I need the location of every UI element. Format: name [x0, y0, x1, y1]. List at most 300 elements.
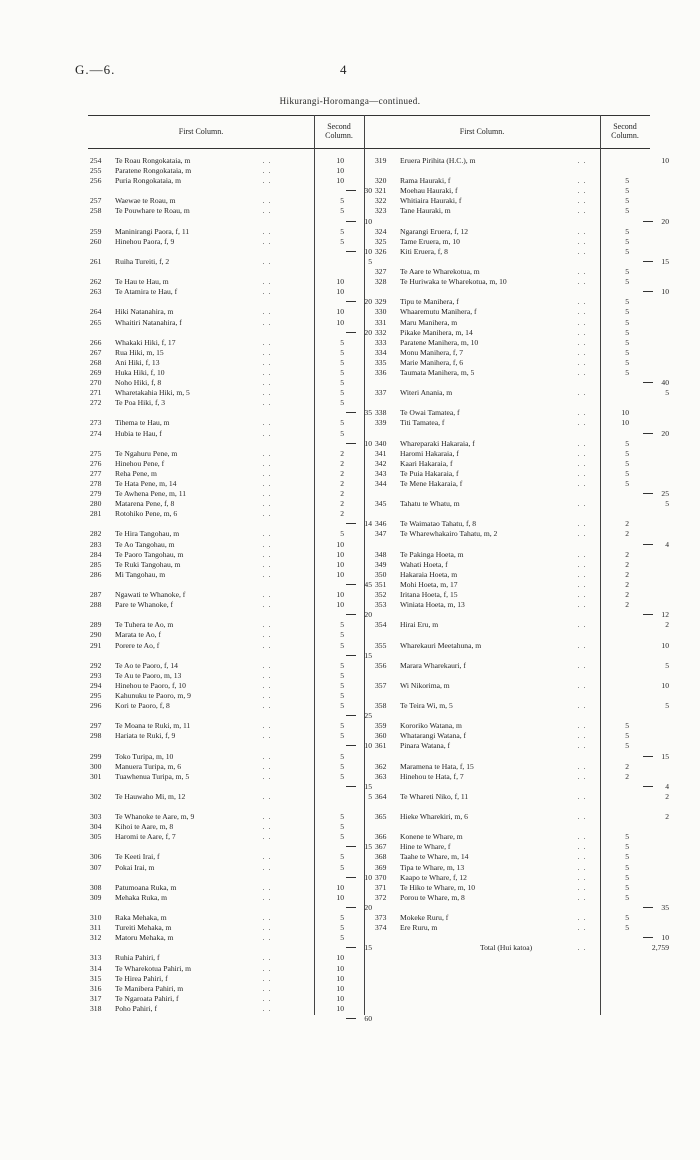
- entry-value: 10: [336, 176, 344, 186]
- entry-value: 5: [625, 872, 629, 882]
- entry-name: Te Ruki Tangohau, m: [115, 559, 181, 569]
- subtotal-value: 25: [661, 489, 669, 499]
- entry-number: 362: [375, 761, 387, 771]
- entry-value: 5: [340, 428, 344, 438]
- subtotal-value: 45: [364, 579, 372, 589]
- entry-name: Ani Hiki, f, 13: [115, 357, 160, 367]
- entry-value: 5: [625, 307, 629, 317]
- leader-dots: . .: [262, 499, 272, 509]
- leader-dots: . .: [262, 993, 272, 1003]
- entry-name: Matarena Pene, f, 8: [115, 499, 175, 509]
- entry-name: Whakaki Hiki, f, 17: [115, 337, 176, 347]
- entry-name: Haromi te Aare, f, 7: [115, 832, 176, 842]
- entry-number: 328: [375, 277, 387, 287]
- entry-number: 347: [375, 529, 387, 539]
- entry-value: 5: [340, 398, 344, 408]
- leader-dots: . .: [577, 660, 587, 670]
- entry-value: 5: [340, 832, 344, 842]
- entry-value: 2: [340, 448, 344, 458]
- entry-name: Te Hira Tangohau, m: [115, 529, 180, 539]
- entry-number: 291: [90, 640, 102, 650]
- subtotal-value: 10: [364, 438, 372, 448]
- leader-dots: . .: [577, 186, 587, 196]
- leader-dots: . .: [262, 731, 272, 741]
- entry-number: 322: [375, 196, 387, 206]
- entry-value: 5: [340, 357, 344, 367]
- entry-number: 344: [375, 479, 387, 488]
- leader-dots: . .: [262, 882, 272, 892]
- entry-number: 292: [90, 660, 102, 670]
- entry-name: Te Hau te Hau, m: [115, 277, 169, 287]
- entry-value: 5: [340, 690, 344, 700]
- entry-number: 300: [90, 761, 102, 771]
- subtotal-value: 12: [661, 610, 669, 620]
- leader-dots: . .: [262, 670, 272, 680]
- leader-dots: . .: [262, 398, 272, 408]
- entry-name: Te Ngahuru Pene, m: [115, 448, 178, 458]
- entry-number: 310: [90, 913, 102, 923]
- entry-value: 5: [625, 337, 629, 347]
- entry-name: Poho Pahiri, f: [115, 1003, 157, 1013]
- subtotal-value: 40: [661, 378, 669, 388]
- entry-name: Taumata Manihera, m, 5: [400, 367, 475, 377]
- entry-number: 320: [375, 176, 387, 186]
- entry-value: 10: [621, 408, 629, 418]
- entry-number: 364: [375, 791, 387, 801]
- leader-dots: . .: [262, 690, 272, 700]
- leader-dots: . .: [577, 569, 587, 579]
- leader-dots: . .: [577, 721, 587, 731]
- entry-name: Te Wharekotua Pahiri, m: [115, 963, 192, 973]
- leader-dots: . .: [262, 509, 272, 519]
- leader-dots: . .: [577, 882, 587, 892]
- leader-dots: . .: [577, 196, 587, 206]
- entry-name: Whatarangi Watana, f: [400, 731, 467, 741]
- entry-value: 5: [625, 438, 629, 448]
- entry-number: 341: [375, 448, 387, 458]
- entry-name: Te Wharewhakairo Tahatu, m, 2: [400, 529, 498, 539]
- entry-value: 2: [625, 579, 629, 589]
- leader-dots: . .: [262, 701, 272, 711]
- entry-number: 272: [90, 398, 102, 408]
- entry-number: 270: [90, 378, 102, 388]
- entry-number: 309: [90, 892, 102, 902]
- leader-dots: . .: [577, 499, 587, 509]
- entry-value: 5: [625, 448, 629, 458]
- subtotal-value: 4: [665, 539, 669, 549]
- entry-name: Raka Mehaka, m: [115, 913, 167, 923]
- entry-value: 5: [340, 721, 344, 731]
- entry-number: 360: [375, 731, 387, 741]
- leader-dots: . .: [577, 297, 587, 307]
- subtotal-value: 10: [364, 872, 372, 882]
- entry-name: Te Mene Hakaraia, f: [400, 479, 463, 488]
- leader-dots: . .: [262, 640, 272, 650]
- leader-dots: . .: [262, 822, 272, 832]
- entry-number: 287: [90, 590, 102, 600]
- leader-dots: . .: [262, 458, 272, 468]
- table-header-rule: [88, 148, 650, 149]
- entry-number: 313: [90, 953, 102, 963]
- entry-value: 5: [340, 933, 344, 943]
- subtotal-value: 60: [364, 1013, 372, 1023]
- entry-name: Kiti Eruera, f, 8: [400, 246, 448, 256]
- entry-value: 5: [625, 246, 629, 256]
- entry-value: 5: [340, 862, 344, 872]
- leader-dots: . .: [262, 287, 272, 297]
- leader-dots: . .: [262, 751, 272, 761]
- entry-value: 10: [336, 156, 344, 165]
- leader-dots: . .: [577, 519, 587, 529]
- entry-name: Paratene Manihera, m, 10: [400, 337, 479, 347]
- entry-name: Te Puia Hakaraia, f: [400, 468, 459, 478]
- entry-value: 5: [340, 529, 344, 539]
- entry-value: 2: [340, 509, 344, 519]
- leader-dots: . .: [262, 771, 272, 781]
- entry-value: 2: [625, 771, 629, 781]
- leader-dots: . .: [262, 388, 272, 398]
- second-column-header-line: Column.: [325, 131, 353, 140]
- entry-number: 319: [375, 156, 387, 165]
- entry-number: 308: [90, 882, 102, 892]
- entry-value: 10: [661, 640, 669, 650]
- entry-value: 10: [336, 993, 344, 1003]
- entry-value: 2: [340, 458, 344, 468]
- subtotal-value: 10: [364, 216, 372, 226]
- entry-name: Whitiaira Hauraki, f: [400, 196, 462, 206]
- column-divider: [314, 115, 315, 1015]
- subtotal-value: 10: [661, 933, 669, 943]
- entry-number: 280: [90, 499, 102, 509]
- entry-name: Hinehou Paora, f, 9: [115, 236, 175, 246]
- entry-name: Te Paoro Tangohau, m: [115, 549, 184, 559]
- entry-value: 5: [625, 367, 629, 377]
- leader-dots: . .: [577, 620, 587, 630]
- subtotal-value: 20: [364, 327, 372, 337]
- second-column-header-line: Second: [613, 122, 637, 131]
- entry-number: 293: [90, 670, 102, 680]
- entry-name: Iritana Hoeta, f, 15: [400, 590, 458, 600]
- subtotal-value: 20: [364, 902, 372, 912]
- entry-name: Ruhia Pahiri, f: [115, 953, 160, 963]
- entry-name: Te Waimatao Tahatu, f, 8: [400, 519, 477, 529]
- entry-value: 5: [340, 680, 344, 690]
- entry-number: 281: [90, 509, 102, 519]
- leader-dots: . .: [262, 892, 272, 902]
- total-value: 2,759: [651, 943, 669, 953]
- entry-name: Hirai Eru, m: [400, 620, 439, 630]
- leader-dots: . .: [262, 156, 272, 165]
- leader-dots: . .: [262, 569, 272, 579]
- leader-dots: . .: [577, 943, 587, 953]
- entry-value: 10: [336, 307, 344, 317]
- entry-name: Kori te Paoro, f, 8: [115, 701, 170, 711]
- leader-dots: . .: [577, 408, 587, 418]
- leader-dots: . .: [577, 156, 587, 165]
- entry-number: 273: [90, 418, 102, 428]
- leader-dots: . .: [577, 892, 587, 902]
- entry-name: Pinara Watana, f: [400, 741, 451, 751]
- entry-number: 327: [375, 267, 387, 277]
- entry-number: 345: [375, 499, 387, 509]
- entry-name: Te Moana te Ruki, m, 11: [115, 721, 191, 731]
- entry-name: Tureiti Mehaka, m: [115, 923, 172, 933]
- entry-name: Tipu te Manihera, f: [400, 297, 459, 307]
- entry-name: Te Huriwaka te Wharekotua, m, 10: [400, 277, 507, 287]
- entry-name: Noho Hiki, f, 8: [115, 378, 162, 388]
- entry-value: 5: [625, 923, 629, 933]
- entry-number: 257: [90, 196, 102, 206]
- entry-value: 10: [336, 892, 344, 902]
- entry-name: Marie Manihera, f, 6: [400, 357, 464, 367]
- entry-name: Whaaremutu Manihera, f: [400, 307, 477, 317]
- entry-name: Kihoi te Aare, m, 8: [115, 822, 174, 832]
- entry-name: Porere te Ao, f: [115, 640, 160, 650]
- entry-number: 340: [375, 438, 387, 448]
- entry-name: Ruiha Tureiti, f, 2: [115, 256, 170, 266]
- leader-dots: . .: [262, 590, 272, 600]
- entry-value: 5: [340, 196, 344, 206]
- subtotal-value: 14: [364, 519, 372, 529]
- second-column-header: [314, 122, 364, 140]
- entry-value: 10: [336, 559, 344, 569]
- entry-number: 352: [375, 590, 387, 600]
- entry-number: 370: [375, 872, 387, 882]
- leader-dots: . .: [262, 428, 272, 438]
- entry-value: 5: [340, 913, 344, 923]
- entry-value: 2: [340, 479, 344, 488]
- entry-value: 10: [336, 569, 344, 579]
- entry-number: 267: [90, 347, 102, 357]
- entry-name: Waewae te Roau, m: [115, 196, 176, 206]
- leader-dots: . .: [262, 367, 272, 377]
- leader-dots: . .: [262, 529, 272, 539]
- leader-dots: . .: [577, 277, 587, 287]
- entry-name: Maramena te Hata, f, 15: [400, 761, 474, 771]
- entry-number: 297: [90, 721, 102, 731]
- entry-name: Huka Hiki, f, 10: [115, 367, 165, 377]
- entry-number: 335: [375, 357, 387, 367]
- entry-number: 348: [375, 549, 387, 559]
- entry-value: 5: [665, 388, 669, 398]
- leader-dots: . .: [577, 640, 587, 650]
- leader-dots: . .: [577, 913, 587, 923]
- entry-value: 5: [340, 226, 344, 236]
- subtotal-value: 20: [661, 216, 669, 226]
- leader-dots: . .: [262, 559, 272, 569]
- leader-dots: . .: [262, 549, 272, 559]
- entry-value: 5: [625, 186, 629, 196]
- leader-dots: . .: [577, 388, 587, 398]
- leader-dots: . .: [262, 761, 272, 771]
- entry-number: 283: [90, 539, 102, 549]
- entry-name: Te Manibera Pahiri, m: [115, 983, 184, 993]
- second-column-header-line: Column.: [611, 131, 639, 140]
- entry-name: Haromi Hakaraia, f: [400, 448, 459, 458]
- entry-name: Matoru Mehaka, m: [115, 933, 174, 943]
- entry-number: 268: [90, 357, 102, 367]
- entry-number: 261: [90, 256, 102, 266]
- leader-dots: . .: [262, 660, 272, 670]
- leader-dots: . .: [262, 206, 272, 216]
- entry-value: 5: [340, 923, 344, 933]
- leader-dots: . .: [577, 458, 587, 468]
- entry-name: Kaari Hakaraia, f: [400, 458, 453, 468]
- entry-value: 5: [625, 357, 629, 367]
- leader-dots: . .: [262, 448, 272, 458]
- subtotal-value: 4: [665, 781, 669, 791]
- subtotal-value: 35: [661, 902, 669, 912]
- leader-dots: . .: [577, 479, 587, 488]
- entry-name: Te Owai Tamatea, f: [400, 408, 460, 418]
- entry-number: 367: [375, 842, 387, 852]
- entry-number: 255: [90, 166, 102, 176]
- entry-name: Te Hirea Pahiri, f: [115, 973, 168, 983]
- entry-number: 339: [375, 418, 387, 428]
- entry-name: Pare te Whanoke, f: [115, 600, 174, 610]
- entry-number: 321: [375, 186, 387, 196]
- page-number: 4: [340, 62, 348, 77]
- entry-name: Marara Wharekauri, f: [400, 660, 466, 670]
- entry-number: 333: [375, 337, 387, 347]
- subtotal-value: 10: [661, 287, 669, 297]
- entry-value: 10: [336, 590, 344, 600]
- entry-name: Pokai Irai, m: [115, 862, 155, 872]
- entry-name: Rotohiko Pene, m, 6: [115, 509, 178, 519]
- entry-number: 336: [375, 367, 387, 377]
- entry-number: 324: [375, 226, 387, 236]
- section-title: Hikurangi-Horomanga—continued.: [279, 96, 421, 106]
- entry-value: 5: [625, 347, 629, 357]
- entry-number: 325: [375, 236, 387, 246]
- leader-dots: . .: [577, 176, 587, 186]
- leader-dots: . .: [262, 630, 272, 640]
- entry-value: 5: [625, 458, 629, 468]
- entry-value: 2: [625, 529, 629, 539]
- entry-number: 316: [90, 983, 102, 993]
- entry-value: 5: [625, 741, 629, 751]
- entry-number: 288: [90, 600, 102, 610]
- entry-name: Ere Ruru, m: [400, 923, 438, 933]
- leader-dots: . .: [262, 479, 272, 488]
- entry-name: Porou te Whare, m, 8: [400, 892, 465, 902]
- leader-dots: . .: [577, 579, 587, 589]
- entry-name: Tipa te Whare, m, 13: [400, 862, 465, 872]
- entry-name: Mokeke Ruru, f: [400, 913, 449, 923]
- leader-dots: . .: [577, 347, 587, 357]
- entry-name: Hubia te Hau, f: [115, 428, 162, 438]
- entry-name: Wi Nikorima, m: [400, 680, 450, 690]
- subtotal-value: 30: [364, 186, 372, 196]
- entry-value: 5: [340, 337, 344, 347]
- entry-number: 346: [375, 519, 387, 529]
- entry-number: 314: [90, 963, 102, 973]
- entry-value: 2: [625, 549, 629, 559]
- entry-value: 10: [336, 963, 344, 973]
- subtotal-value: 15: [364, 943, 372, 953]
- entry-value: 5: [340, 388, 344, 398]
- entry-value: 5: [340, 206, 344, 216]
- subtotal-value: 25: [364, 711, 372, 721]
- entry-value: 2: [625, 559, 629, 569]
- entry-number: 294: [90, 680, 102, 690]
- entry-value: 5: [340, 731, 344, 741]
- entry-name: Rama Hauraki, f: [400, 176, 451, 186]
- entry-name: Kaapo te Whare, f, 12: [400, 872, 467, 882]
- leader-dots: . .: [577, 529, 587, 539]
- leader-dots: . .: [577, 307, 587, 317]
- entry-value: 10: [661, 680, 669, 690]
- entry-name: Hieke Wharekiri, m, 6: [400, 812, 468, 822]
- entry-value: 10: [336, 317, 344, 327]
- entry-value: 5: [625, 468, 629, 478]
- entry-number: 315: [90, 973, 102, 983]
- entry-value: 5: [625, 226, 629, 236]
- entry-value: 5: [340, 347, 344, 357]
- entry-number: 358: [375, 701, 387, 711]
- entry-value: 5: [340, 771, 344, 781]
- leader-dots: . .: [577, 317, 587, 327]
- subtotal-value: 10: [364, 741, 372, 751]
- leader-dots: . .: [577, 418, 587, 428]
- entry-number: 306: [90, 852, 102, 862]
- entry-name: Te Hata Pene, m, 14: [115, 479, 177, 488]
- entry-number: 366: [375, 832, 387, 842]
- entry-value: 5: [340, 761, 344, 771]
- leader-dots: . .: [262, 307, 272, 317]
- entry-number: 349: [375, 559, 387, 569]
- entry-number: 299: [90, 751, 102, 761]
- entry-number: 363: [375, 771, 387, 781]
- entry-number: 262: [90, 277, 102, 287]
- entry-name: Te Au te Paoro, m, 13: [115, 670, 182, 680]
- leader-dots: . .: [262, 832, 272, 842]
- entry-name: Te Awhena Pene, m, 11: [115, 489, 187, 499]
- subtotal-value: 15: [661, 256, 669, 266]
- entry-name: Puria Rongokataia, m: [115, 176, 182, 186]
- entry-name: Eruera Pirihita (H.C.), m: [400, 156, 476, 165]
- entry-number: 374: [375, 923, 387, 933]
- entry-value: 5: [340, 701, 344, 711]
- entry-name: Te Pakinga Hoeta, m: [400, 549, 464, 559]
- subtotal-value: 20: [364, 297, 372, 307]
- total-label: Total (Hui katoa): [480, 943, 533, 953]
- entry-number: 305: [90, 832, 102, 842]
- entry-name: Te Roau Rongokataia, m: [115, 156, 191, 165]
- subtotal-value: 15: [364, 650, 372, 660]
- entry-value: 5: [340, 236, 344, 246]
- entry-name: Te Pouwhare te Roau, m: [115, 206, 190, 216]
- entry-number: 256: [90, 176, 102, 186]
- leader-dots: . .: [262, 852, 272, 862]
- leader-dots: . .: [577, 206, 587, 216]
- entry-value: 5: [340, 378, 344, 388]
- entry-value: 10: [336, 983, 344, 993]
- entry-number: 334: [375, 347, 387, 357]
- subtotal-value: 15: [364, 781, 372, 791]
- leader-dots: . .: [262, 923, 272, 933]
- entry-name: Te Ngaroata Pahiri, f: [115, 993, 179, 1003]
- leader-dots: . .: [262, 913, 272, 923]
- entry-number: 332: [375, 327, 387, 337]
- leader-dots: . .: [577, 226, 587, 236]
- entry-name: Hariata te Ruki, f, 9: [115, 731, 176, 741]
- entry-number: 296: [90, 701, 102, 711]
- entry-number: 365: [375, 812, 387, 822]
- entry-name: Mehaka Ruka, m: [115, 892, 168, 902]
- subtotal-value: 35: [364, 408, 372, 418]
- entry-name: Ngawati te Whanoke, f: [115, 590, 186, 600]
